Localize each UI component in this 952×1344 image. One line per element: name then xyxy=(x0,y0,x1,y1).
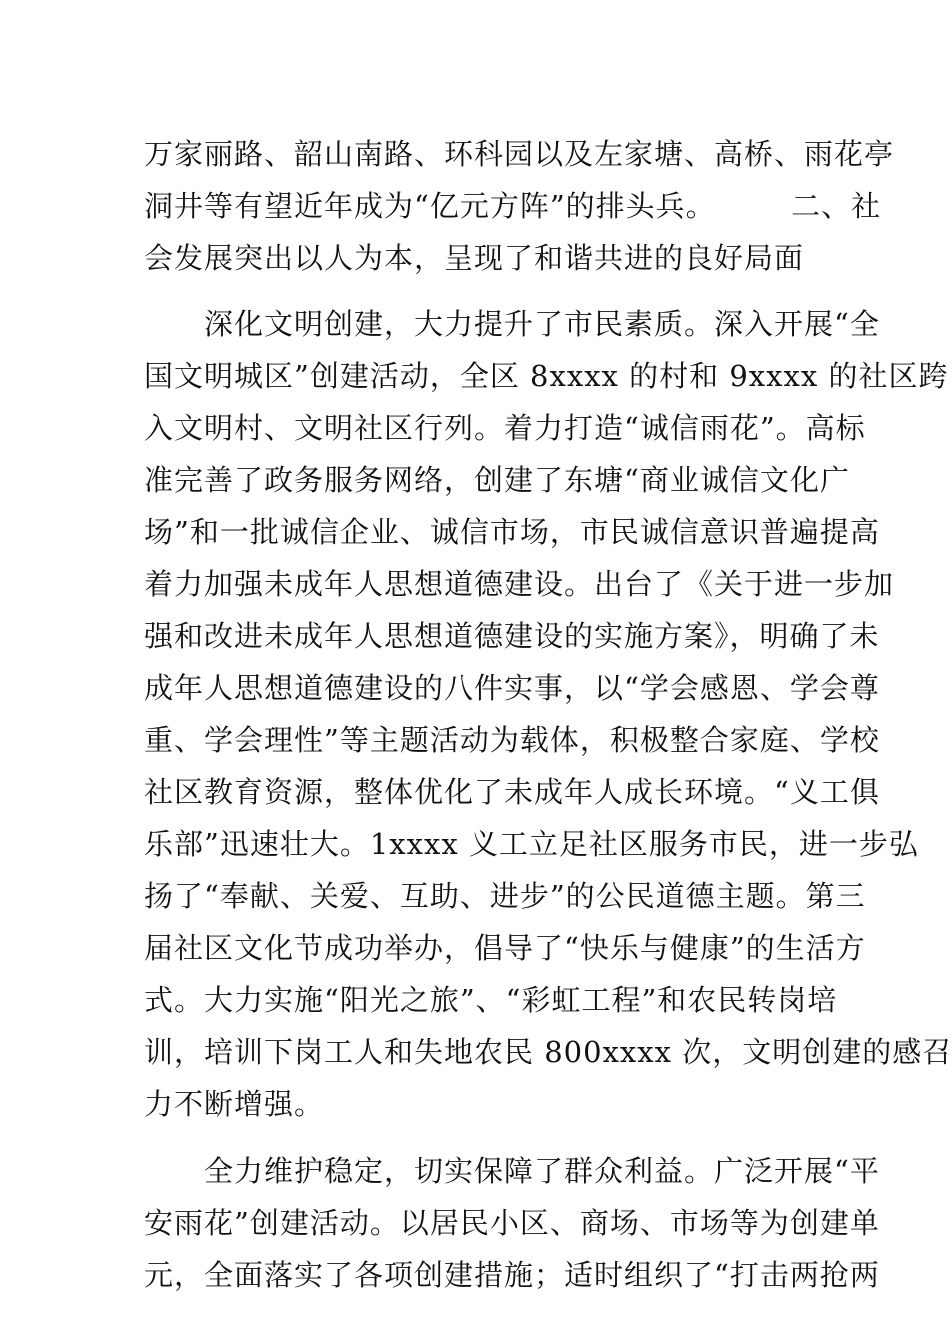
text-line: 重、学会理性”等主题活动为载体，积极整合家庭、学校 xyxy=(144,723,880,757)
text-line: 训，培训下岗工人和失地农民 800xxxx 次，文明创建的感召 xyxy=(144,1035,952,1069)
text-line: 乐部”迅速壮大。1xxxx 义工立足社区服务市民，进一步弘 xyxy=(144,827,919,861)
text-line: 元，全面落实了各项创建措施；适时组织了“打击两抢两 xyxy=(144,1258,880,1292)
text-line: 成年人思想道德建设的八件实事，以“学会感恩、学会尊 xyxy=(144,671,880,705)
text-line: 式。大力实施“阳光之旅”、“彩虹工程”和农民转岗培 xyxy=(144,983,838,1017)
text-line: 届社区文化节成功举办，倡导了“快乐与健康”的生活方 xyxy=(144,931,866,965)
text-line: 深化文明创建，大力提升了市民素质。深入开展“全 xyxy=(144,307,880,341)
text-line: 洞井等有望近年成为“亿元方阵”的排头兵。 二、社 xyxy=(144,189,882,223)
text-line: 安雨花”创建活动。以居民小区、商场、市场等为创建单 xyxy=(144,1206,880,1240)
text-line: 全力维护稳定，切实保障了群众利益。广泛开展“平 xyxy=(144,1154,880,1188)
text-line: 入文明村、文明社区行列。着力打造“诚信雨花”。高标 xyxy=(144,411,866,445)
text-line: 准完善了政务服务网络，创建了东塘“商业诚信文化广 xyxy=(144,463,850,497)
text-line: 场”和一批诚信企业、诚信市场，市民诚信意识普遍提高 xyxy=(144,515,880,549)
text-line: 强和改进未成年人思想道德建设的实施方案》，明确了未 xyxy=(144,619,880,653)
text-line: 社区教育资源，整体优化了未成年人成长环境。“义工俱 xyxy=(144,775,880,809)
text-line: 着力加强未成年人思想道德建设。出台了《关于进一步加 xyxy=(144,567,895,601)
text-line: 力不断增强。 xyxy=(144,1087,325,1121)
text-line: 会发展突出以人为本，呈现了和谐共进的良好局面 xyxy=(144,241,805,275)
text-line: 国文明城区”创建活动，全区 8xxxx 的村和 9xxxx 的社区跨 xyxy=(144,359,949,393)
text-line: 扬了“奉献、关爱、互助、进步”的公民道德主题。第三 xyxy=(144,879,866,913)
text-line: 万家丽路、韶山南路、环科园以及左家塘、高桥、雨花亭 xyxy=(144,137,895,171)
